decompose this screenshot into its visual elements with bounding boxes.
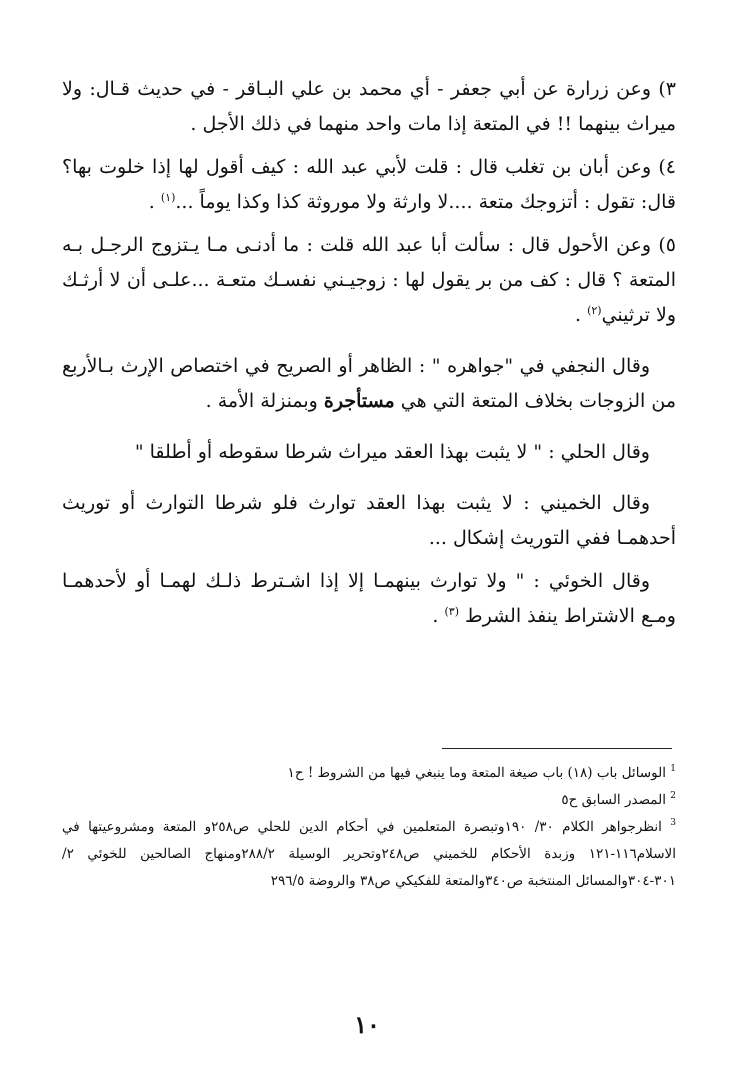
footnote-text: الوسائل باب (١٨) باب صيغة المتعة وما ينبغي فيها من الشروط ! ح١ [287, 765, 666, 781]
paragraph-khomeini [62, 486, 676, 556]
footnote-3 [62, 814, 676, 895]
footnote-ref-1[interactable]: (١) [160, 191, 176, 204]
footnote-number: 2 [670, 791, 676, 801]
page-number: ١٠ [354, 1010, 380, 1039]
footnote-number: 1 [670, 764, 676, 774]
paragraph-aban-end: . [148, 191, 161, 213]
paragraph-ahwal [62, 228, 676, 333]
paragraph-khoei-end: . [432, 605, 445, 627]
footnote-number: 3 [670, 818, 677, 828]
paragraph-aban-text: ٤) وعن أبان بن تغلب قال : قلت لأبي عبد الله : كيف أقول لها إذا خلوت بها؟ قال: تقول : أتزوجك متعة ....لا وارثة ولا موروثة كذا وكذا يوماً ... [62, 156, 676, 213]
paragraph-ahwal-text: ٥) وعن الأحول قال : سألت أبا عبد الله قلت : ما أدنـى مـا يـتزوج الرجـل بـه المتعة ؟ قال : كف من بر يقول لها : زوجيـني نفسـك متعـة ...علـى أن لا أرثـك ولا ترثيني [62, 234, 676, 326]
footnote-divider [442, 748, 672, 749]
paragraph-hilli-text: وقال الحلي : " لا يثبت بهذا العقد ميراث شرطا سقوطه أو أطلقا " [134, 441, 650, 463]
paragraph-zurara-text: ٣) وعن زرارة عن أبي جعفر - أي محمد بن علي البـاقر - في حديث قـال: ولا ميراث بينهما !! في المتعة إذا مات واحد منهما في ذلك الأجل . [62, 78, 676, 135]
paragraph-najafi-end: وبمنزلة الأمة . [205, 390, 324, 412]
paragraph-ahwal-end: . [574, 304, 588, 326]
emphasized-word: مستأجرة [323, 390, 395, 412]
paragraph-najafi [62, 349, 676, 419]
body-text [62, 72, 676, 634]
footnote-ref-3[interactable]: (٣) [444, 605, 460, 618]
paragraph-khoei-text: وقال الخوئي : " ولا توارث بينهمـا إلا إذا اشـترط ذلـك لهمـا أو لأحدهمـا ومـع الاشتراط ينفذ الشرط [62, 570, 676, 627]
footnote-text: انظرجواهر الكلام ٣٠/ ١٩٠وتبصرة المتعلمين في أحكام الدين للحلي ص٢٥٨و المتعة ومشروعيتها في الاسلام١١٦-١٢١ وزبدة الأحكام للخميني ص٢٤٨وتحرير الوسيلة ٢٨٨/٢ومنهاج الصالحين للخوئي ٢/ ٣٠١-٣٠٤والمسائل المنتخبة ص٣٤٠والمتعة للفكيكي ص٣٨ والروضة ٢٩٦/٥ [62, 819, 676, 889]
footnote-text: المصدر السابق ح٥ [561, 792, 666, 808]
footnotes [62, 760, 676, 895]
paragraph-aban [62, 150, 676, 220]
paragraph-khoei [62, 564, 676, 634]
footnote-2 [62, 787, 676, 814]
footnote-1 [62, 760, 676, 787]
paragraph-najafi-text: وقال النجفي في "جواهره " : الظاهر أو الصريح في اختصاص الإرث بـالأربع من الزوجات بخلاف المتعة التي هي [62, 355, 676, 412]
paragraph-khomeini-text: وقال الخميني : لا يثبت بهذا العقد توارث فلو شرطا التوارث أو توريث أحدهمـا ففي التوريث إشكال ... [62, 492, 676, 549]
paragraph-hilli [62, 435, 676, 470]
footnote-ref-2[interactable]: (٢) [587, 304, 602, 317]
paragraph-zurara [62, 72, 676, 142]
